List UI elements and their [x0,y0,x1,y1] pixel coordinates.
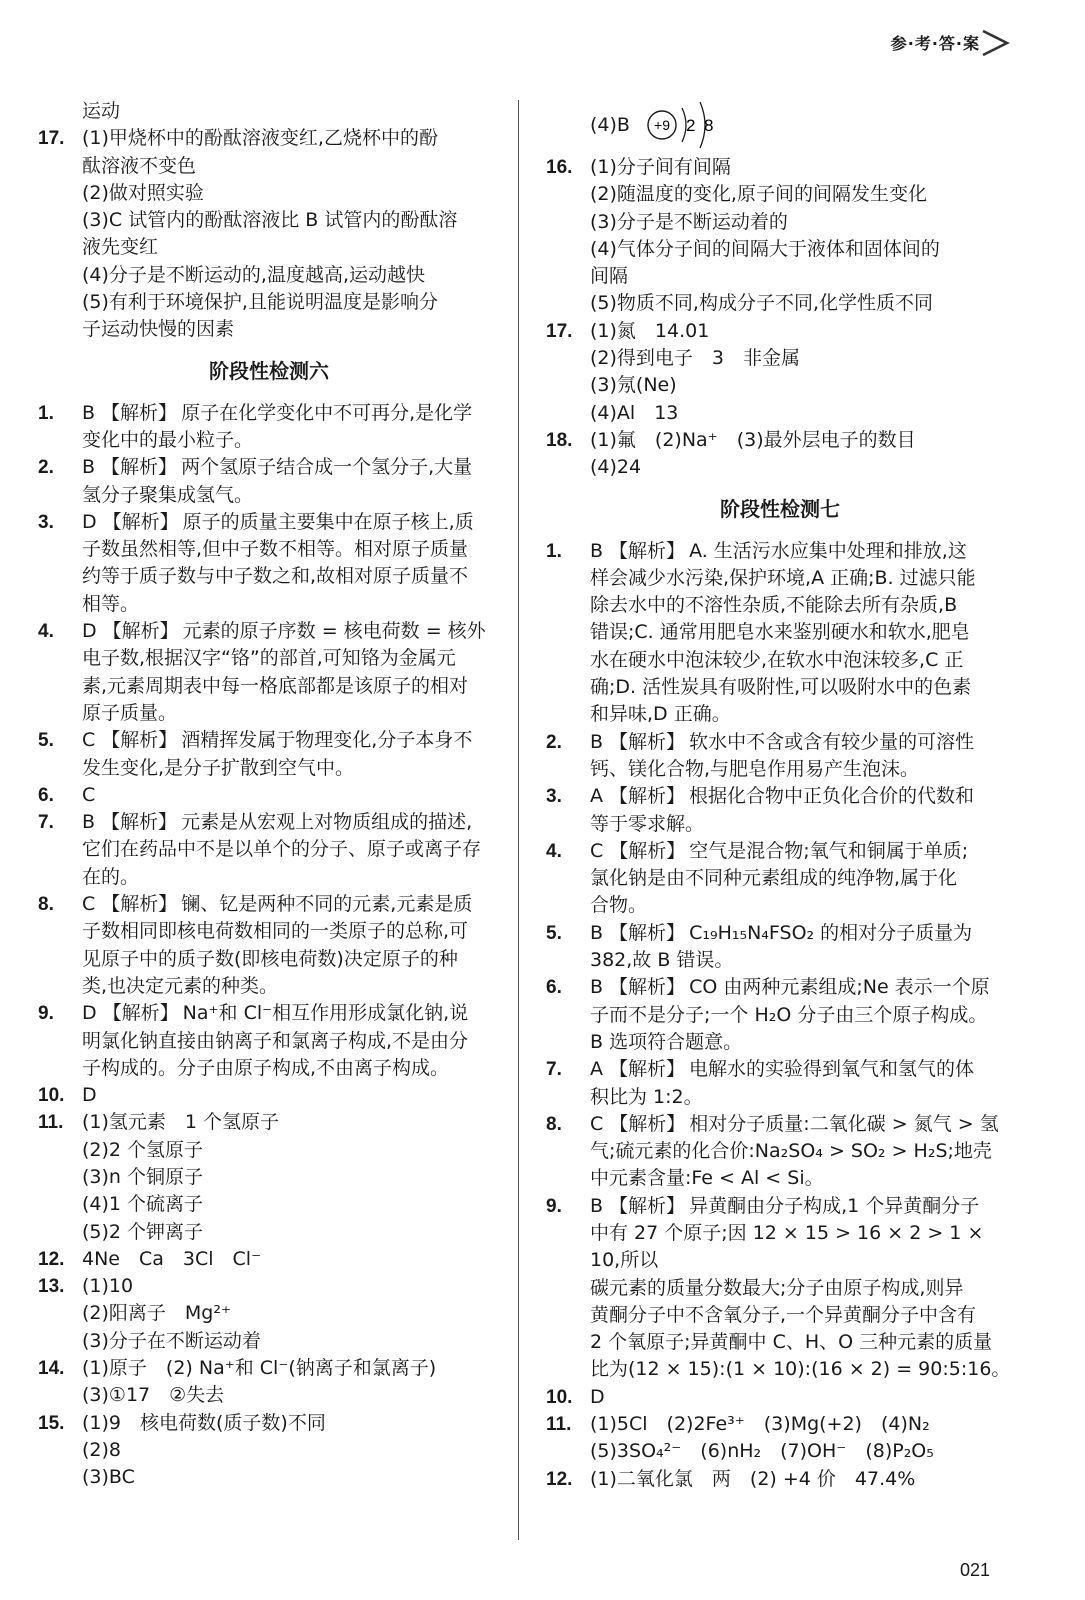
analysis-tag: 【解析】 [101,729,178,752]
question-number: 15. [38,1412,65,1434]
analysis-tag: 【解析】 [101,811,178,834]
answer-line [82,1355,500,1382]
answer-line: 子运动快慢的因素 [82,318,235,341]
answer-line: 电子数,根据汉字“铬”的部首,可知铬为金属元 [82,647,456,670]
question-number: 9. [38,1003,54,1025]
answer-item [38,782,500,809]
answer-line: 约等于质子数与中子数之和,故相对原子质量不 [82,565,469,588]
answer-line [82,1109,500,1136]
answer-text: 4Ne Ca 3Cl Cl⁻ [82,1247,262,1270]
answer-item [546,1056,1014,1111]
analysis-tag: 【解析】 [102,510,179,533]
answer-list [546,538,1014,1493]
answer-choice: D [82,1002,97,1025]
answer-label: (4)B [590,114,630,136]
answer-text: C₁₉H₁₅N₄FSO₂ 的相对分子质量为 [689,921,973,944]
answer-item [546,1384,1014,1411]
answer-line: 子数虽然相等,但中子数不相等。相对原子质量 [82,538,469,561]
answer-text: 两个氢原子结合成一个氢分子,大量 [181,456,473,479]
answer-line: 明氯化钠直接由钠离子和氯离子构成,不是由分 [82,1029,469,1052]
answer-line: (2)得到电子 3 非金属 [590,347,801,370]
answer-text: (1)氮 14.01 [590,319,710,342]
answer-body [590,427,1014,482]
answer-body [590,1411,1014,1466]
answer-line: (2)做对照实验 [82,181,204,204]
answer-text: 酒精挥发属于物理变化,分子本身不 [181,729,473,752]
answer-body [82,509,500,618]
analysis-tag: 【解析】 [102,620,179,643]
answer-item [38,1273,500,1355]
answer-text: 空气是混合物;氧气和铜属于单质; [689,839,969,862]
answer-body [590,154,1014,318]
answer-line [82,1246,500,1273]
answer-item [546,154,1014,318]
answer-line: 碳元素的质量分数最大;分子由原子构成,则异 [590,1276,964,1299]
answer-choice: B [590,1194,604,1217]
section-title: 阶段性检测七 [720,496,840,521]
answer-line: (2)8 [82,1438,122,1461]
answer-line [82,400,500,427]
answer-body [82,782,500,809]
answer-item [38,1109,500,1245]
question-number: 2. [38,457,54,479]
answer-item [546,1466,1014,1493]
answer-body [82,1273,500,1355]
answer-line: 类,也决定元素的种类。 [82,974,279,997]
answer-item [546,1111,1014,1193]
answer-choice: A [590,785,603,808]
question-number: 8. [546,1113,562,1135]
answer-list [38,400,500,1492]
answer-item [38,509,500,618]
answer-line: (3)分子是不断运动着的 [590,210,788,233]
answer-item [546,783,1014,838]
answer-line [82,509,500,536]
answer-item [546,1193,1014,1384]
section-title: 阶段性检测六 [209,358,329,383]
answer-line: 错误;C. 通常用肥皂水来鉴别硬水和软水,肥皂 [590,621,970,644]
answer-body [590,920,1014,975]
question-number: 18. [546,429,573,451]
answer-body [82,809,500,891]
answer-body [82,454,500,509]
answer-line: 原子质量。 [82,701,178,724]
answer-text: 相对分子质量:二氧化碳 > 氮气 > 氢 [689,1112,999,1135]
answer-line [590,1056,1014,1083]
answer-line: 除去水中的不溶性杂质,不能除去所有杂质,B [590,594,958,617]
question-number: 10. [38,1085,65,1107]
answer-text: 电解水的实验得到氧气和氢气的体 [689,1058,975,1081]
answer-line [82,727,500,754]
atom-structure-diagram [644,100,744,150]
answer-body [82,618,500,727]
left-column [38,98,500,1492]
answer-line: 钙、镁化合物,与肥皂作用易产生泡沫。 [590,757,920,780]
answer-line: 子数相同即核电荷数相同的一类原子的总称,可 [82,920,469,943]
answer-line: 水在硬水中泡沫较少,在软水中泡沫较多,C 正 [590,648,964,671]
answer-line: 间隔 [590,265,629,288]
answer-line: (3)C 试管内的酚酞溶液比 B 试管内的酚酞溶 [82,209,458,232]
analysis-tag: 【解析】 [101,456,178,479]
answer-line [590,838,1014,865]
answer-choice: B [82,401,96,424]
answer-line [590,1193,1014,1220]
answer-choice: A [590,1058,603,1081]
question-15-4 [546,98,1014,154]
answer-item [38,1410,500,1492]
question-number: 13. [38,1276,65,1298]
answer-item [38,727,500,782]
answer-line: 中有 27 个原子;因 12 × 15 > 16 × 2 > 1 × 10,所以 [590,1221,984,1272]
answer-line: 相等。 [82,592,140,615]
answer-line: 黄酮分子中不含氧分子,一个异黄酮分子中含有 [590,1303,977,1326]
answer-item [546,538,1014,729]
question-number: 17. [38,128,65,150]
answer-line: (2)阳离子 Mg²⁺ [82,1302,232,1325]
answer-line [82,782,500,809]
answer-line: (3)氖(Ne) [590,374,677,397]
answer-item [38,454,500,509]
analysis-tag: 【解析】 [101,893,178,916]
answer-line [590,154,1014,181]
answer-text: (1)5Cl (2)2Fe³⁺ (3)Mg(+2) (4)N₂ [590,1413,930,1436]
answer-line [590,783,1014,810]
answer-line: 样会减少水污染,保护环境,A 正确;B. 过滤只能 [590,566,976,589]
answer-item [38,400,500,455]
answer-line: 中元素含量:Fe < Al < Si。 [590,1167,824,1190]
answer-body [590,1056,1014,1111]
answer-choice: D [590,1385,605,1408]
answer-line: B 选项符合题意。 [590,1030,743,1053]
answer-choice: C [82,893,96,916]
answer-item [546,729,1014,784]
question-number: 4. [38,621,54,643]
answer-line: (4)Al 13 [590,401,679,424]
question-number: 1. [546,540,562,562]
answer-line [82,1082,500,1109]
analysis-tag: 【解析】 [609,976,686,999]
answer-line: 比为(12 × 15):(1 × 10):(16 × 2) = 90:5:16。 [590,1358,1011,1381]
answer-body [590,1111,1014,1193]
question-number: 6. [38,784,54,806]
answer-line: 氢分子聚集成氢气。 [82,483,254,506]
answer-item [38,891,500,1000]
answer-line [590,729,1014,756]
answer-item [546,838,1014,920]
answer-body [590,538,1014,729]
chevron-right-icon [977,28,1015,58]
question-number: 7. [38,812,54,834]
answer-line [590,974,1014,1001]
question-number: 5. [546,922,562,944]
analysis-tag: 【解析】 [609,1194,686,1217]
analysis-tag: 【解析】 [609,785,686,808]
answer-text: 镧、钇是两种不同的元素,元素是质 [181,893,473,916]
question-number: 11. [38,1112,64,1134]
shell-electrons: 2 [686,116,696,135]
answer-text: (1)二氧化氯 两 (2) +4 价 47.4% [590,1467,916,1490]
answer-line: 积比为 1:2。 [590,1085,703,1108]
answer-item [38,1355,500,1410]
question-number: 12. [546,1468,573,1490]
answer-item [546,974,1014,1056]
continued-text: 运动 [82,100,121,122]
answer-line [590,427,1014,454]
answer-text: 异黄酮由分子构成,1 个异黄酮分子 [689,1194,980,1217]
answer-text: (1)氢元素 1 个氢原子 [82,1111,280,1134]
answer-line: 确;D. 活性炭具有吸附性,可以吸附水中的色素 [590,676,972,699]
analysis-tag: 【解析】 [609,921,686,944]
answer-item [38,618,500,727]
answer-item [38,1000,500,1082]
answer-line: 子而不是分子;一个 H₂O 分子由三个原子构成。 [590,1003,988,1026]
answer-body [82,891,500,1000]
answer-body [82,727,500,782]
answer-body [590,1466,1014,1493]
answer-line [82,891,500,918]
nucleus-charge: +9 [654,117,670,133]
page-number: 021 [959,1560,990,1580]
answer-text: 元素是从宏观上对物质组成的描述, [181,811,473,834]
answer-body [590,1384,1014,1411]
analysis-tag: 【解析】 [609,730,686,753]
answer-line: 素,元素周期表中每一格底部都是该原子的相对 [82,674,469,697]
answer-line: 见原子中的质子数(即核电荷数)决定原子的种 [82,947,458,970]
answer-line: (3)①17 ②失去 [82,1384,225,1407]
answer-line [590,1466,1014,1493]
answer-line: 发生变化,是分子扩散到空气中。 [82,756,355,779]
answer-line [590,1384,1014,1411]
answer-line: 液先变红 [82,236,159,259]
answer-choice: B [82,811,96,834]
answer-line: (3)n 个铜原子 [82,1165,203,1188]
answer-body [82,1355,500,1410]
answer-text: 元素的原子序数 = 核电荷数 = 核外 [182,620,486,643]
answer-line: (4)1 个硫离子 [82,1193,204,1216]
answer-line: 2 个氧原子;异黄酮中 C、H、O 三种元素的质量 [590,1331,993,1354]
answer-line: (5)3SO₄²⁻ (6)nH₂ (7)OH⁻ (8)P₂O₅ [590,1440,934,1463]
answer-body [590,838,1014,920]
answer-line: 在的。 [82,865,140,888]
answer-line: (4)气体分子间的间隔大于液体和固体间的 [590,237,940,260]
answer-choice: D [82,1084,97,1107]
answer-choice: B [590,976,604,999]
answer-text: A. 生活污水应集中处理和排放,这 [689,539,967,562]
answer-line: 等于零求解。 [590,812,705,835]
answer-line: (5)物质不同,构成分子不同,化学性质不同 [590,292,933,315]
answer-item [546,427,1014,482]
answer-line [590,1411,1014,1438]
answer-body [590,1193,1014,1384]
answer-body [82,1109,500,1245]
answer-text: 根据化合物中正负化合价的代数和 [689,785,975,808]
answer-choice: B [590,730,604,753]
answer-body [590,783,1014,838]
answer-text: (1)10 [82,1275,134,1298]
answer-line: 酞溶液不变色 [82,154,197,177]
answer-line: (4)24 [590,456,642,479]
answer-line [82,1410,500,1437]
answer-line: (1)甲烧杯中的酚酞溶液变红,乙烧杯中的酚 [82,127,438,150]
answer-text: (1)氟 (2)Na⁺ (3)最外层电子的数目 [590,428,916,451]
answer-line [590,1111,1014,1138]
answer-body [590,729,1014,784]
answer-list [546,154,1014,482]
answer-body [82,1000,500,1082]
answer-choice: C [82,729,96,752]
answer-line: 氯化钠是由不同种元素组成的纯净物,属于化 [590,867,958,890]
answer-line: (5)2 个钾离子 [82,1220,204,1243]
analysis-tag: 【解析】 [609,839,686,862]
question-number: 8. [38,894,54,916]
answer-choice: B [590,539,604,562]
answer-line: (4)分子是不断运动的,温度越高,运动越快 [82,263,425,286]
question-number: 1. [38,402,54,424]
answer-line [590,318,1014,345]
answer-text: CO 由两种元素组成;Ne 表示一个原 [689,976,990,999]
answer-line: (2)2 个氢原子 [82,1138,204,1161]
answer-item [546,1411,1014,1466]
answer-text: Na⁺和 Cl⁻相互作用形成氯化钠,说 [182,1002,469,1025]
answer-line: 它们在药品中不是以单个的分子、原子或离子存 [82,838,482,861]
answer-choice: B [82,456,96,479]
answer-item [546,920,1014,975]
answer-choice: D [82,510,97,533]
answer-line [590,538,1014,565]
answer-line [82,1000,500,1027]
question-number: 17. [546,320,573,342]
answer-line: 气;硫元素的化合价:Na₂SO₄ > SO₂ > H₂S;地壳 [590,1140,992,1163]
answer-item [546,318,1014,427]
question-number: 2. [546,731,562,753]
question-number: 3. [546,786,562,808]
answer-text: 原子在化学变化中不可再分,是化学 [181,401,473,424]
answer-choice: C [590,839,604,862]
question-number: 4. [546,840,562,862]
question-number: 9. [546,1195,562,1217]
question-number: 14. [38,1358,65,1380]
answer-line [82,809,500,836]
question-17 [38,125,500,343]
answer-line: 变化中的最小粒子。 [82,428,254,451]
answer-choice: C [590,1112,604,1135]
question-number: 11. [546,1414,572,1436]
analysis-tag: 【解析】 [609,1058,686,1081]
answer-line: 382,故 B 错误。 [590,949,734,972]
right-column [546,98,1014,1493]
answer-item [38,809,500,891]
answer-body [82,1246,500,1273]
answer-body [82,1410,500,1492]
answer-item [38,1082,500,1109]
question-number: 7. [546,1059,562,1081]
answer-line: (5)有利于环境保护,且能说明温度是影响分 [82,291,438,314]
question-number: 16. [546,157,573,178]
answer-text: (1)分子间有间隔 [590,156,731,178]
answer-line [82,618,500,645]
question-number: 5. [38,730,54,752]
answer-body [590,974,1014,1056]
answer-line: (2)随温度的变化,原子间的间隔发生变化 [590,183,927,206]
answer-line: 子构成的。分子由原子构成,不由离子构成。 [82,1056,450,1079]
answer-line: 合物。 [590,894,648,917]
answer-body [82,125,500,343]
shell-electrons: 8 [704,116,714,135]
answer-line: 和异味,D 正确。 [590,703,731,726]
answer-line [82,1273,500,1300]
answer-line [82,454,500,481]
answer-text: (1)9 核电荷数(质子数)不同 [82,1411,326,1434]
answer-text: 原子的质量主要集中在原子核上,质 [182,510,474,533]
answer-body [82,400,500,455]
answer-choice: C [82,783,96,806]
answer-choice: B [590,921,604,944]
header-label: 参·考·答·案 [890,34,980,53]
question-number: 10. [546,1386,573,1408]
answer-choice: D [82,620,97,643]
analysis-tag: 【解析】 [101,401,178,424]
analysis-tag: 【解析】 [609,1112,686,1135]
answer-text: (1)原子 (2) Na⁺和 Cl⁻(钠离子和氯离子) [82,1357,437,1380]
answer-text: 软水中不含或含有较少量的可溶性 [689,730,975,753]
answer-line: (3)分子在不断运动着 [82,1329,261,1352]
answer-body [590,318,1014,427]
question-number: 12. [38,1248,65,1270]
question-number: 6. [546,977,562,999]
answer-line: (3)BC [82,1466,135,1489]
analysis-tag: 【解析】 [102,1002,179,1025]
answer-body [82,1082,500,1109]
column-divider [518,100,519,1540]
analysis-tag: 【解析】 [609,539,686,562]
answer-item [38,1246,500,1273]
question-number: 3. [38,511,54,533]
answer-line [590,920,1014,947]
